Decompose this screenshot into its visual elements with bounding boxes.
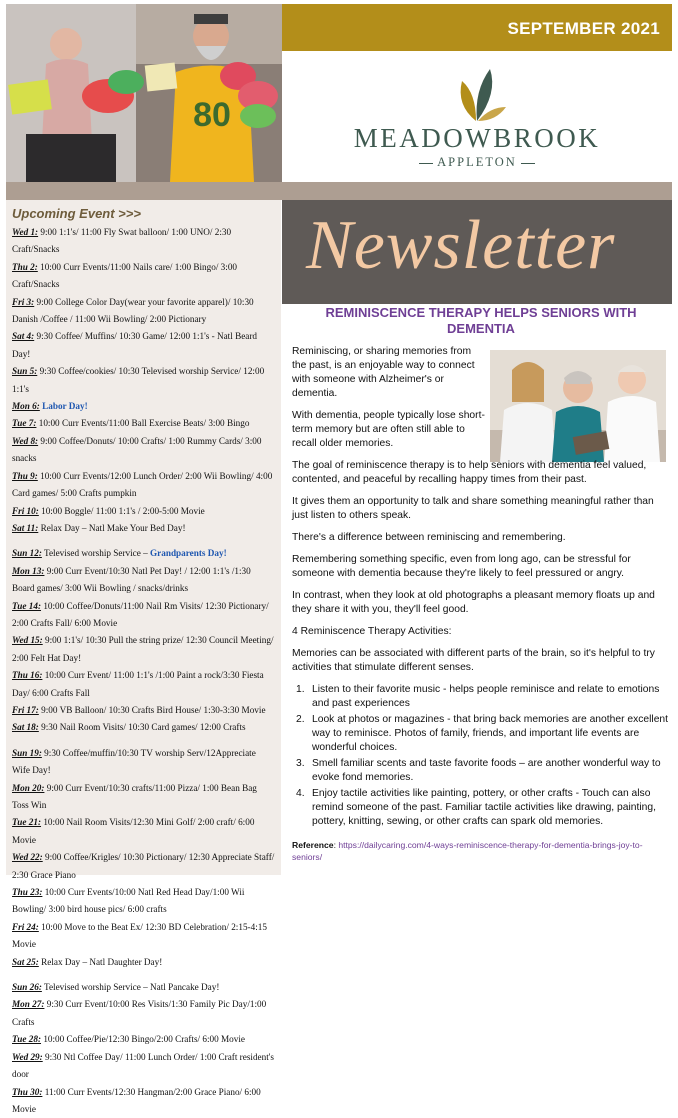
event-date: Thu 23: — [12, 887, 42, 897]
event-date: Thu 9: — [12, 471, 38, 481]
event-item — [12, 849, 275, 884]
event-item — [12, 415, 275, 432]
newsletter-month: SEPTEMBER 2021 — [507, 19, 660, 39]
activities-list — [292, 683, 670, 829]
event-date: Thu 16: — [12, 670, 42, 680]
event-item — [12, 745, 275, 780]
event-item — [12, 884, 275, 919]
article-paragraph: It gives them an opportunity to talk and share something meaningful rather than just listen to others speak. — [292, 495, 670, 523]
activity-item: 3. Smell familiar scents and taste favorite foods – are another wonderful way to evoke fond memories. — [292, 757, 670, 785]
event-date: Fri 24: — [12, 922, 39, 932]
event-text: 10:00 Coffee/Pie/12:30 Bingo/2:00 Crafts/ 6:00 Movie — [41, 1034, 245, 1044]
upcoming-events-panel — [6, 200, 281, 875]
article-paragraph: Reminiscing, or sharing memories from the past, is an enjoyable way to connect with someone with Alzheimer's or dementia. — [292, 345, 488, 401]
article-body — [292, 345, 670, 863]
activity-item: 1. Listen to their favorite music - helps people reminisce and relate to emotions and past experiences — [292, 683, 670, 711]
event-item — [12, 520, 275, 537]
event-date: Fri 10: — [12, 506, 39, 516]
event-text: 9:00 College Color Day(wear your favorite apparel)/ 10:30 Danish /Coffee / 11:00 Wii Bowling/ 2:00 Pictionary — [12, 297, 254, 324]
event-text: 9:00 1:1's/ 10:30 Pull the string prize/ 12:30 Council Meeting/ 2:00 Felt Hat Day! — [12, 635, 274, 662]
upcoming-events-title: Upcoming Event >>> — [12, 206, 275, 221]
activity-item: 4. Enjoy tactile activities like painting, pottery, or other crafts - Touch can also remind someone of the past. Familiar tactile activities like drawing, painting, pottery, knitting, sewing, or other crafts can spark old memories. — [292, 787, 670, 829]
event-date: Wed 1: — [12, 227, 38, 237]
event-date: Fri 3: — [12, 297, 34, 307]
newsletter-title: Newsletter — [306, 206, 615, 286]
event-date: Sun 5: — [12, 366, 37, 376]
event-text: 9:30 Coffee/muffin/10:30 TV worship Serv/12Appreciate Wife Day! — [12, 748, 256, 775]
event-date: Thu 30: — [12, 1087, 42, 1097]
event-date: Mon 27: — [12, 999, 44, 1009]
event-date: Sat 25: — [12, 957, 39, 967]
event-text: 9:30 Nail Room Visits/ 10:30 Card games/ 12:00 Crafts — [39, 722, 246, 732]
article-paragraph: The goal of reminiscence therapy is to help seniors with dementia feel valued, contented, and peaceful by recalling happy times from their past. — [292, 459, 670, 487]
event-text: 9:30 Ntl Coffee Day/ 11:00 Lunch Order/ 1:00 Craft resident's door — [12, 1052, 274, 1079]
event-date: Thu 2: — [12, 262, 38, 272]
event-text: 9:00 Coffee/Donuts/ 10:00 Crafts/ 1:00 Rummy Cards/ 3:00 snacks — [12, 436, 262, 463]
event-text: 9:00 VB Balloon/ 10:30 Crafts Bird House/ 1:30-3:30 Movie — [39, 705, 266, 715]
event-text: 10:00 Boggle/ 11:00 1:1's / 2:00-5:00 Movie — [39, 506, 205, 516]
event-text: 10:00 Move to the Beat Ex/ 12:30 BD Celebration/ 2:15-4:15 Movie — [12, 922, 267, 949]
event-item — [12, 719, 275, 736]
event-date: Fri 17: — [12, 705, 39, 715]
event-item — [12, 996, 275, 1031]
brand-rule-left — [419, 163, 433, 164]
event-text: 10:00 Nail Room Visits/12:30 Mini Golf/ 2:00 craft/ 6:00 Movie — [12, 817, 254, 844]
event-item — [12, 563, 275, 598]
event-date: Tue 7: — [12, 418, 36, 428]
event-text: 10:00 Coffee/Donuts/11:00 Nail Rm Visits/ 12:30 Pictionary/ 2:00 Crafts Fall/ 6:00 Movie — [12, 601, 269, 628]
event-text: 10:00 Curr Events/11:00 Ball Exercise Beats/ 3:00 Bingo — [36, 418, 249, 428]
event-text: Televised worship Service – — [42, 548, 150, 558]
event-highlight: Labor Day! — [42, 401, 88, 411]
event-date: Sun 12: — [12, 548, 42, 558]
event-item — [12, 702, 275, 719]
event-text: Relax Day – Natl Daughter Day! — [39, 957, 162, 967]
residents-photo — [6, 4, 282, 182]
event-text: 11:00 Curr Events/12:30 Hangman/2:00 Grace Piano/ 6:00 Movie — [12, 1087, 261, 1114]
reference-link[interactable]: https://dailycaring.com/4-ways-reminiscence-therapy-for-dementia-brings-joy-to-seniors/ — [292, 840, 643, 862]
leaf-logo-icon — [446, 63, 508, 123]
reference: Reference: https://dailycaring.com/4-ways-reminiscence-therapy-for-dementia-brings-joy-to-seniors/ — [292, 839, 670, 863]
event-date: Tue 14: — [12, 601, 41, 611]
event-item — [12, 979, 275, 996]
event-text: 9:00 1:1's/ 11:00 Fly Swat balloon/ 1:00 UNO/ 2:30 Craft/Snacks — [12, 227, 231, 254]
events-gap — [12, 737, 275, 745]
month-banner — [282, 4, 672, 51]
events-gap — [12, 537, 275, 545]
event-item — [12, 919, 275, 954]
event-text: Televised worship Service – Natl Pancake Day! — [42, 982, 220, 992]
event-item — [12, 328, 275, 363]
event-date: Wed 8: — [12, 436, 38, 446]
divider-band — [6, 182, 672, 200]
event-text: 10:00 Curr Events/11:00 Nails care/ 1:00 Bingo/ 3:00 Craft/Snacks — [12, 262, 237, 289]
event-text: 10:00 Curr Events/10:00 Natl Red Head Day/1:00 Wii Bowling/ 3:00 bird house pics/ 6:00 crafts — [12, 887, 244, 914]
event-date: Mon 13: — [12, 566, 44, 576]
event-text: 9:30 Coffee/ Muffins/ 10:30 Game/ 12:00 1:1's - Natl Beard Day! — [12, 331, 257, 358]
event-item — [12, 667, 275, 702]
event-text: 9:00 Curr Event/10:30 Natl Pet Day! / 12:00 1:1's /1:30 Board games/ 3:00 Wii Bowling / snacks/drinks — [12, 566, 251, 593]
newsletter-title-box — [282, 200, 672, 304]
events-list — [12, 224, 275, 1118]
jersey-number: 80 — [193, 96, 231, 134]
event-date: Sat 11: — [12, 523, 38, 533]
event-item — [12, 503, 275, 520]
brand-location: APPLETON — [437, 155, 517, 169]
event-date: Sat 4: — [12, 331, 34, 341]
event-date: Mon 20: — [12, 783, 44, 793]
events-gap — [12, 971, 275, 979]
event-date: Sun 26: — [12, 982, 42, 992]
event-item — [12, 954, 275, 971]
event-item — [12, 632, 275, 667]
event-text: 9:30 Curr Event/10:00 Res Visits/1:30 Family Pic Day/1:00 Crafts — [12, 999, 266, 1026]
article-paragraph: There's a difference between reminiscing and remembering. — [292, 531, 670, 545]
article-paragraph: Remembering something specific, even from long ago, can be stressful for someone with dementia because they're likely to feel pressured or angry. — [292, 553, 670, 581]
brand-logo-area — [282, 51, 672, 182]
event-highlight: Grandparents Day! — [150, 548, 227, 558]
event-date: Wed 22: — [12, 852, 43, 862]
event-item — [12, 468, 275, 503]
event-text: 9:00 Coffee/Krigles/ 10:30 Pictionary/ 12:30 Appreciate Staff/ 2:30 Grace Piano — [12, 852, 274, 879]
article-paragraph: In contrast, when they look at old photographs a pleasant memory floats up and they share it with you, they'll feel good. — [292, 589, 670, 617]
event-text: 10:00 Curr Event/ 11:00 1:1's /1:00 Paint a rock/3:30 Fiesta Day/ 6:00 Crafts Fall — [12, 670, 264, 697]
event-text: 9:30 Coffee/cookies/ 10:30 Televised worship Service/ 12:00 1:1's — [12, 366, 264, 393]
event-text: Relax Day – Natl Make Your Bed Day! — [38, 523, 185, 533]
activity-item: 2. Look at photos or magazines - that bring back memories are another excellent way to reminisce. Photos of family, friends, and important life events are wonderful choices. — [292, 713, 670, 755]
event-item — [12, 814, 275, 849]
event-item — [12, 598, 275, 633]
event-item — [12, 259, 275, 294]
article-title: REMINISCENCE THERAPY HELPS SENIORS WITH DEMENTIA — [292, 305, 670, 337]
event-item — [12, 545, 275, 562]
event-date: Sat 18: — [12, 722, 39, 732]
event-date: Wed 29: — [12, 1052, 43, 1062]
event-item — [12, 224, 275, 259]
brand-name: MEADOWBROOK — [282, 123, 672, 154]
brand-location-line — [282, 155, 672, 170]
event-date: Tue 21: — [12, 817, 41, 827]
event-date: Tue 28: — [12, 1034, 41, 1044]
event-date: Sun 19: — [12, 748, 42, 758]
activities-heading: 4 Reminiscence Therapy Activities: — [292, 625, 670, 639]
event-item — [12, 363, 275, 398]
event-item — [12, 294, 275, 329]
event-text: 9:00 Curr Event/10:30 crafts/11:00 Pizza/ 1:00 Bean Bag Toss Win — [12, 783, 257, 810]
event-date: Mon 6: — [12, 401, 40, 411]
event-item — [12, 1031, 275, 1048]
header-photo — [6, 4, 282, 182]
brand-rule-right — [521, 163, 535, 164]
event-item — [12, 1049, 275, 1084]
event-item — [12, 398, 275, 415]
event-item — [12, 780, 275, 815]
article-paragraph: Memories can be associated with different parts of the brain, so it's helpful to try activities that stimulate different senses. — [292, 647, 670, 675]
event-text: 10:00 Curr Events/12:00 Lunch Order/ 2:00 Wii Bowling/ 4:00 Card games/ 5:00 Crafts pumpkin — [12, 471, 272, 498]
article-paragraph: With dementia, people typically lose short-term memory but are often still able to recall older memories. — [292, 409, 488, 451]
event-item — [12, 1084, 275, 1118]
event-date: Wed 15: — [12, 635, 43, 645]
reference-label: Reference — [292, 840, 334, 850]
event-item — [12, 433, 275, 468]
article — [292, 305, 670, 863]
